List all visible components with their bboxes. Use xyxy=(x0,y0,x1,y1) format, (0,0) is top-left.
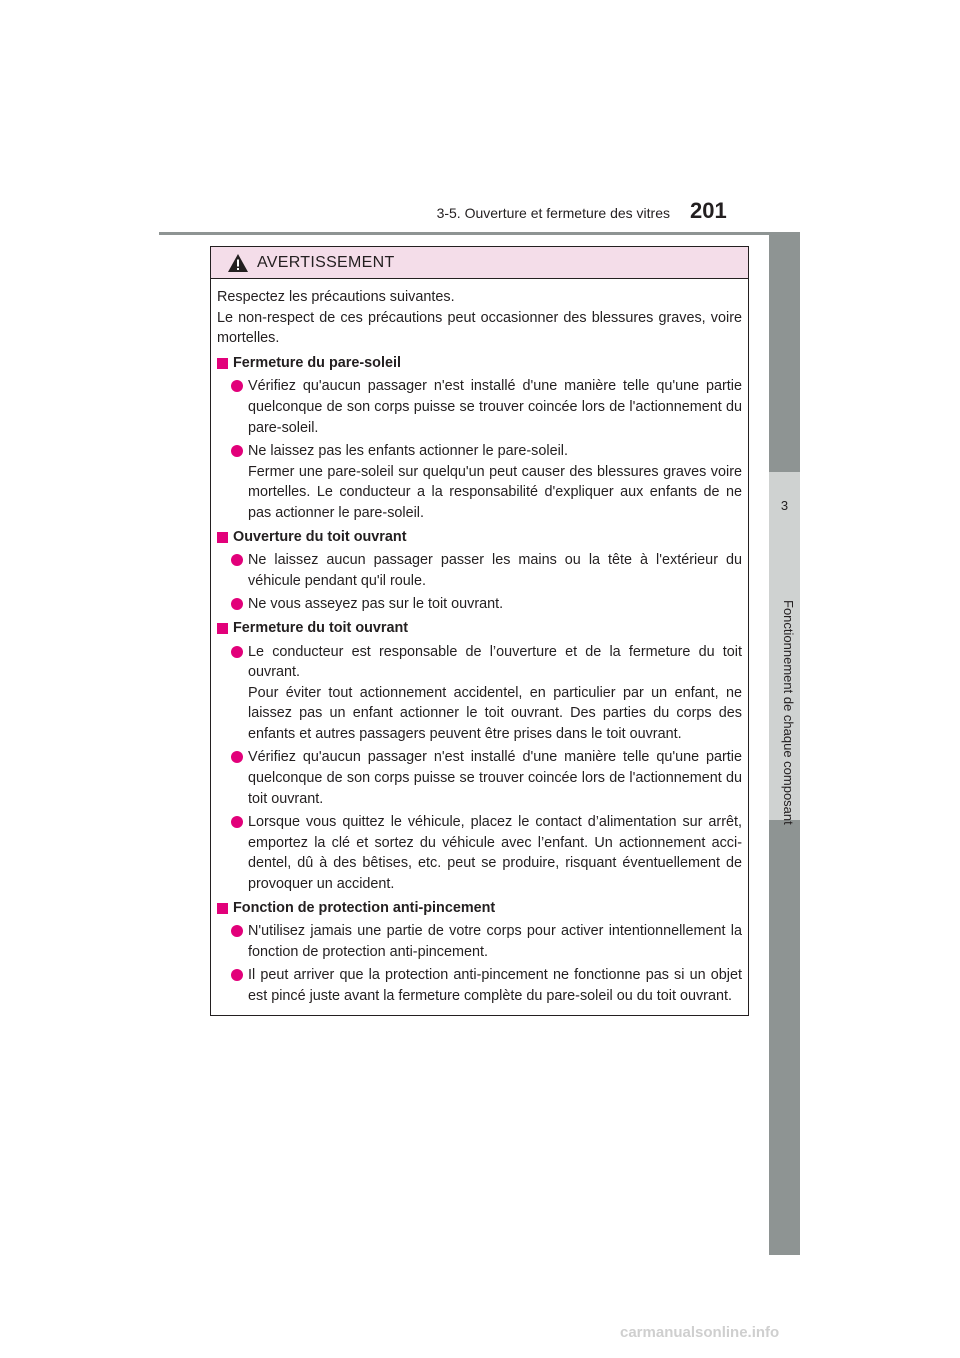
round-bullet-icon xyxy=(231,646,243,658)
square-bullet-icon xyxy=(217,358,228,369)
list-item xyxy=(231,441,742,523)
page-number: 201 xyxy=(690,198,727,223)
section-heading xyxy=(217,898,742,919)
list-item-paragraph: Lorsque vous quittez le véhicule, placez le contact d’alimentation sur arrêt, emportez la clé et sortez du véhicule avec l’enfant. Un actionnement acci-dentel, dû à des bêtises, etc. peut se produire, risquant éventuellement de provoquer un accident. xyxy=(248,814,742,893)
warning-box xyxy=(210,246,749,1016)
list-item-paragraph: Ne vous asseyez pas sur le toit ouvrant. xyxy=(248,596,504,613)
warning-header xyxy=(211,247,748,279)
list-item xyxy=(231,594,742,615)
square-bullet-icon xyxy=(217,532,228,543)
list-item-text xyxy=(248,747,742,809)
section-header: 3-5. Ouverture et fermeture des vitres xyxy=(436,205,670,221)
round-bullet-icon xyxy=(231,445,243,457)
list-item-text xyxy=(248,965,742,1006)
section-heading-text: Fermeture du pare-soleil xyxy=(233,354,401,371)
list-item-paragraph: Vérifiez qu'aucun passager n'est installé d'une manière telle qu'une partie quelconque de son corps puisse se trouver coincée lors de l'actionnement du pare-soleil. xyxy=(248,378,742,436)
warning-section xyxy=(217,353,742,524)
side-tab-number: 3 xyxy=(780,498,789,513)
side-tab-title: Fonctionnement de chaque composant xyxy=(781,600,796,825)
section-heading xyxy=(217,527,742,548)
warning-title: AVERTISSEMENT xyxy=(257,253,395,271)
round-bullet-icon xyxy=(231,380,243,392)
list-item-paragraph: Fermer une pare-soleil sur quelqu'un peut causer des blessures graves voire mortelles. Le conducteur a la responsabilité d'expliquer aux enfants de ne pas actionner le pare-soleil. xyxy=(248,463,742,521)
warning-section xyxy=(217,527,742,615)
list-item xyxy=(231,747,742,809)
intro-line: Le non-respect de ces précautions peut occasionner des blessures graves, voire mortelles. xyxy=(217,309,742,347)
list-item-paragraph: Il peut arriver que la protection anti-pincement ne fonctionne pas si un objet est pincé juste avant la fermeture complète du pare-soleil ou du toit ouvrant. xyxy=(248,967,742,1004)
list-item-text xyxy=(248,594,742,615)
list-item-paragraph: Ne laissez aucun passager passer les mains ou la tête à l'extérieur du véhicule pendant qu'il roule. xyxy=(248,552,742,589)
round-bullet-icon xyxy=(231,969,243,981)
warning-section xyxy=(217,618,742,895)
list-item xyxy=(231,550,742,591)
intro-line: Respectez les précautions suivantes. xyxy=(217,289,455,305)
list-item-paragraph: Le conducteur est responsable de l’ouverture et de la fermeture du toit ouvrant. xyxy=(248,643,742,681)
list-item-paragraph: Ne laissez pas les enfants actionner le pare-soleil. xyxy=(248,443,568,460)
round-bullet-icon xyxy=(231,751,243,763)
round-bullet-icon xyxy=(231,925,243,937)
round-bullet-icon xyxy=(231,816,243,828)
warning-section xyxy=(217,898,742,1007)
square-bullet-icon xyxy=(217,903,228,914)
list-item xyxy=(231,965,742,1006)
list-item-paragraph: Pour éviter tout actionnement accidentel, en particulier par un enfant, ne laissez pas un enfant actionner le toit ouvrant. Des parties du corps des enfants et autres passagers peuvent être prises dans le toit ouvrant. xyxy=(248,684,742,742)
list-item-text xyxy=(248,441,742,523)
section-heading xyxy=(217,618,742,639)
square-bullet-icon xyxy=(217,623,228,634)
section-heading-text: Fonction de protection anti-pincement xyxy=(233,899,496,916)
list-item-text xyxy=(248,812,742,894)
list-item-paragraph: Vérifiez qu'aucun passager n'est installé d'une manière telle qu'une partie quelconque de son corps puisse se trouver coincée lors de l'actionnement du toit ouvrant. xyxy=(248,749,742,807)
list-item-text xyxy=(248,550,742,591)
list-item xyxy=(231,376,742,438)
warning-intro xyxy=(217,287,742,349)
warning-body xyxy=(211,279,748,1007)
list-item-text xyxy=(248,642,742,745)
section-heading-text: Fermeture du toit ouvrant xyxy=(233,619,409,636)
watermark: carmanualsonline.info xyxy=(620,1324,780,1341)
section-heading xyxy=(217,353,742,374)
list-item-text xyxy=(248,921,742,962)
list-item xyxy=(231,642,742,745)
warning-triangle-icon xyxy=(227,253,249,273)
list-item-paragraph: N'utilisez jamais une partie de votre corps pour activer intentionnellement la fonction de protection anti-pincement. xyxy=(248,923,742,960)
list-item xyxy=(231,921,742,962)
section-heading-text: Ouverture du toit ouvrant xyxy=(233,528,407,545)
round-bullet-icon xyxy=(231,598,243,610)
list-item xyxy=(231,812,742,894)
round-bullet-icon xyxy=(231,554,243,566)
header-rule xyxy=(159,232,800,235)
list-item-text xyxy=(248,376,742,438)
